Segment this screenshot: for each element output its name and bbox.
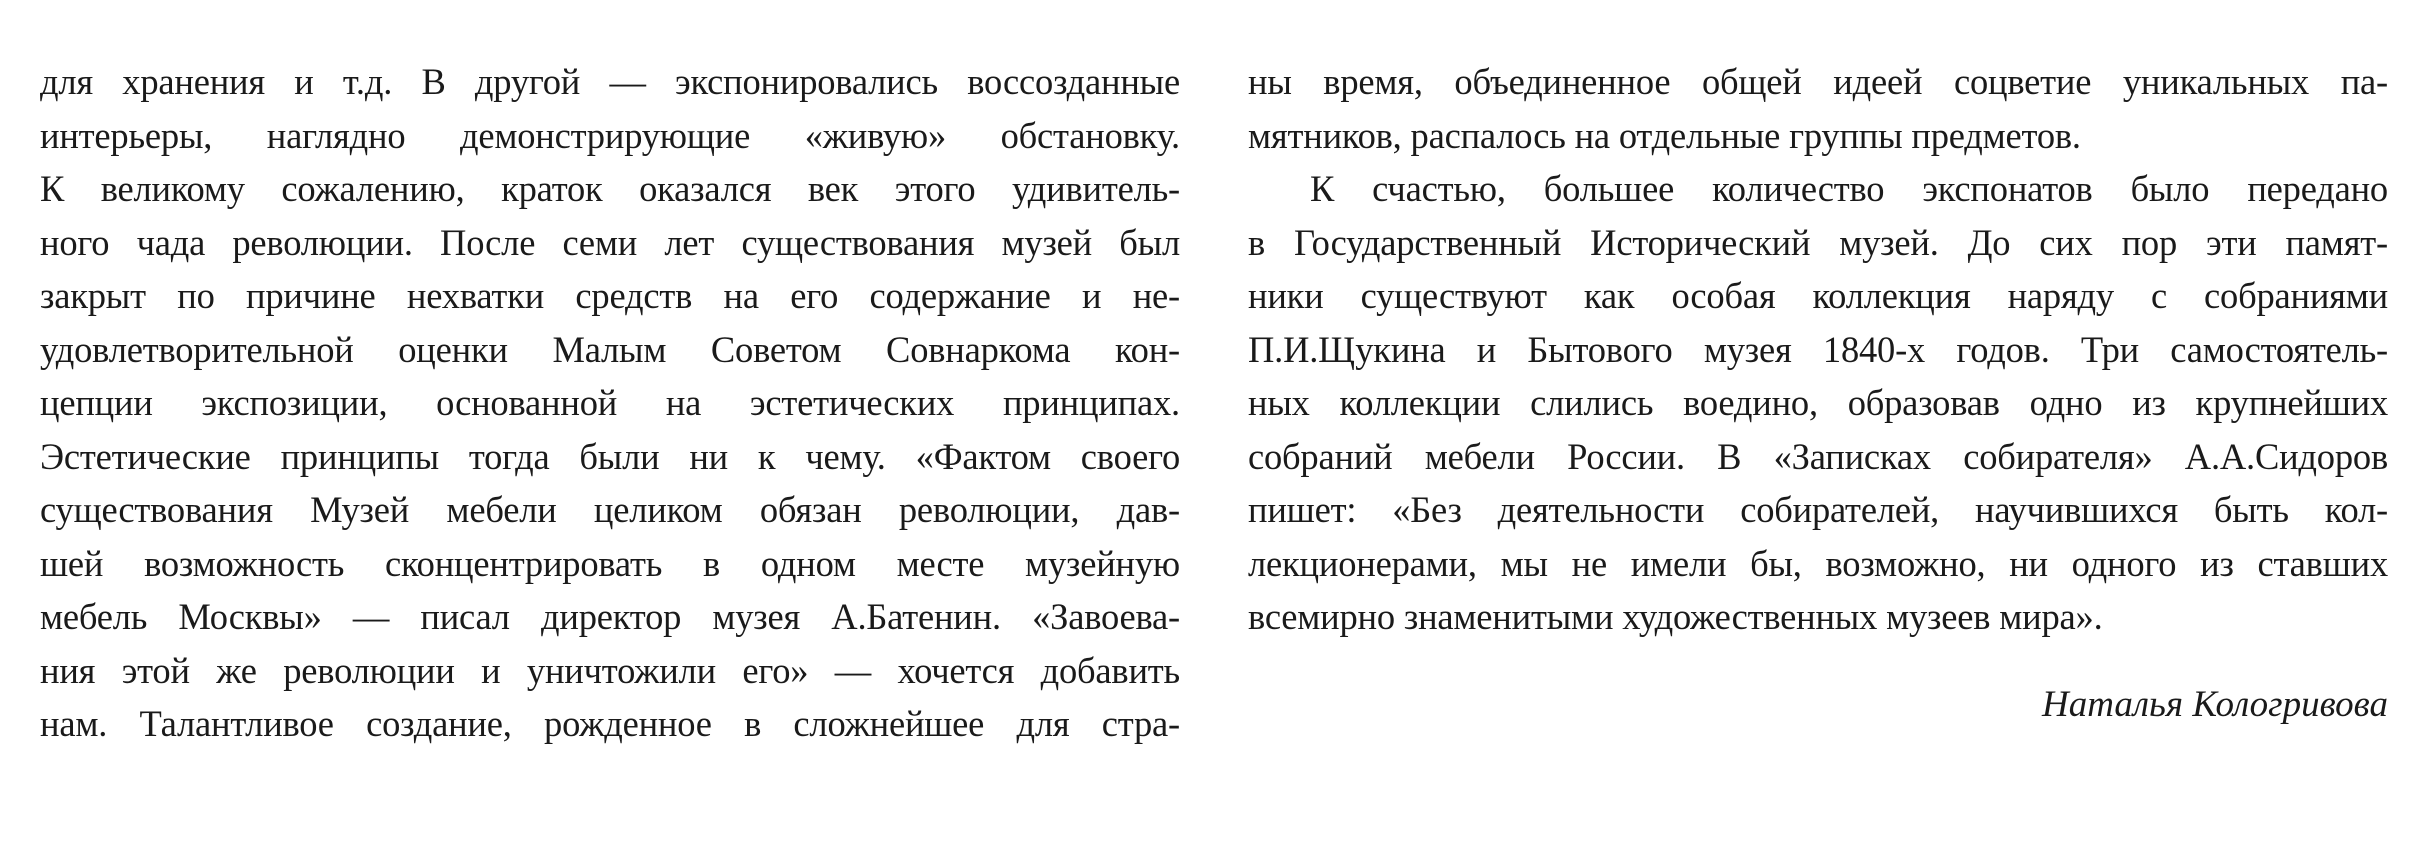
text-line: пишет: «Без деятельности собирателей, научившихся быть кол- [1248,489,2388,530]
text-line: собраний мебели России. В «Записках собирателя» А.А.Сидоров [1248,435,2388,477]
author-signature: Наталья Кологривова [2042,684,2388,725]
text-line: закрыт по причине нехватки средств на его содержание и не- [40,275,1180,316]
text-line: существования Музей мебели целиком обязан революции, дав- [40,489,1180,530]
text-line: ного чада революции. После семи лет существования музей был [40,221,1180,263]
paragraph-last-line: мятников, распалось на отдельные группы предметов. [1248,114,2081,156]
text-line: ных коллекции слились воедино, образовав одно из крупнейших [1248,382,2388,423]
left-text-column [40,55,1180,751]
text-line: лекционерами, мы не имели бы, возможно, ни одного из ставших [1248,542,2388,584]
text-line: интерьеры, наглядно демонстрирующие «живую» обстановку. [40,114,1180,156]
text-line: ники существуют как особая коллекция наряду с собраниями [1248,275,2388,316]
text-line: П.И.Щукина и Бытового музея 1840-х годов. Три самостоятель- [1248,328,2388,370]
text-line: ния этой же революции и уничтожили его» — хочется добавить [40,649,1180,691]
text-line: удовлетворительной оценки Малым Советом Совнаркома кон- [40,328,1180,370]
text-line: К великому сожалению, краток оказался век этого удивитель- [40,168,1180,209]
text-line: мебель Москвы» — писал директор музея А.Батенин. «Завоева- [40,596,1180,637]
text-line: для хранения и т.д. В другой — экспонировались воссозданные [40,61,1180,102]
text-line: Эстетические принципы тогда были ни к чему. «Фактом своего [40,435,1180,477]
paragraph-first-line: К счастью, большее количество экспонатов было передано [1310,168,2388,209]
text-line: шей возможность сконцентрировать в одном месте музейную [40,542,1180,584]
paragraph-last-line: всемирно знаменитыми художественных музеев мира». [1248,596,2103,637]
text-line: ны время, объединенное общей идеей соцветие уникальных па- [1248,61,2388,102]
text-line: в Государственный Исторический музей. До сих пор эти памят- [1248,221,2388,263]
right-text-column [1248,55,2388,644]
text-line: цепции экспозиции, основанной на эстетических принципах. [40,382,1180,423]
text-line: нам. Талантливое создание, рожденное в сложнейшее для стра- [40,703,1180,744]
